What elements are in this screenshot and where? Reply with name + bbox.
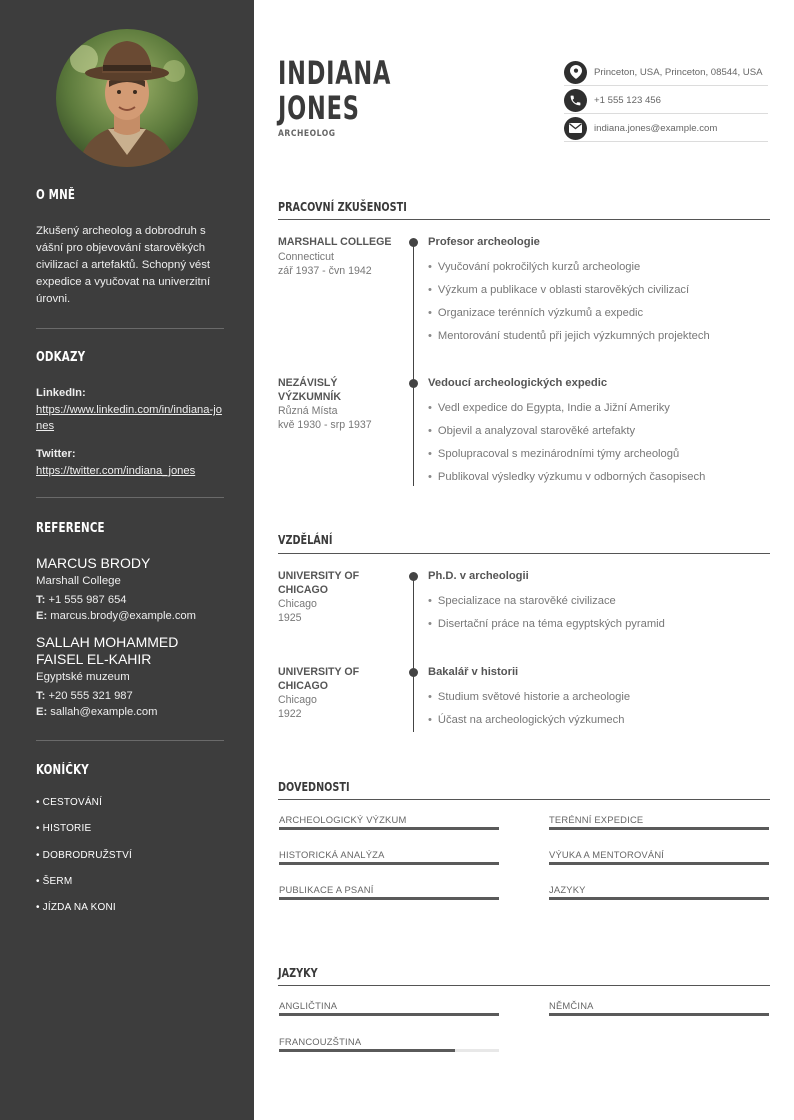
name-last: JONES (278, 89, 360, 127)
reference-org: Egyptské muzeum (36, 671, 130, 683)
hobby-item: • CESTOVÁNÍ (36, 797, 103, 808)
entry-title: Profesor archeologie (428, 236, 540, 248)
language-item (549, 1000, 769, 1016)
section-rule (278, 799, 770, 800)
skill-bar-fill (279, 827, 499, 830)
skill-item (549, 849, 769, 865)
entry-org: MARSHALL COLLEGE (278, 236, 392, 248)
job-title: ARCHEOLOG (278, 129, 336, 139)
contact-address (564, 58, 770, 86)
avatar (56, 29, 198, 167)
email-label: E: (36, 610, 48, 622)
entry-bullet: • Výzkum a publikace v oblasti starověkých civilizací (428, 284, 689, 296)
contact-email (564, 114, 770, 142)
language-bar (549, 1013, 769, 1016)
links-list (36, 385, 226, 479)
entry-location: Různá Místa (278, 405, 338, 417)
entry-bullet: • Specializace na starověké civilizace (428, 595, 616, 607)
reference-email[interactable]: sallah@example.com (50, 706, 158, 718)
entry-org: UNIVERSITY OF CHICAGO (278, 570, 360, 596)
language-label: ANGLIČTINA (279, 1000, 338, 1011)
skill-bar-fill (549, 897, 769, 900)
language-label: NĚMČINA (549, 1000, 594, 1011)
skill-label: TERÉNNÍ EXPEDICE (549, 814, 644, 825)
about-heading: O MNĚ (36, 188, 76, 203)
language-bar-fill (279, 1049, 455, 1052)
hobbies-heading: KONÍČKY (36, 763, 89, 778)
reference-item (36, 634, 206, 720)
section-rule (278, 219, 770, 220)
language-bar-fill (279, 1013, 499, 1016)
skill-bar (549, 862, 769, 865)
email-label: E: (36, 706, 48, 718)
linkedin-link[interactable]: https://www.linkedin.com/in/indiana-jones (36, 404, 222, 432)
entry-bullet: • Objevil a analyzoval starověké artefakty (428, 425, 635, 437)
language-item (279, 1036, 499, 1052)
sidebar-divider (36, 740, 224, 741)
entry-bullet: • Organizace terénních výzkumů a expedic (428, 307, 643, 319)
contact-phone (564, 86, 770, 114)
language-label: FRANCOUZŠTINA (279, 1036, 362, 1047)
entry-bullet: • Publikoval výsledky výzkumu v odborných časopisech (428, 471, 705, 483)
languages-heading: JAZYKY (278, 965, 318, 980)
skill-label: HISTORICKÁ ANALÝZA (279, 849, 385, 860)
entry-title: Ph.D. v archeologii (428, 570, 529, 582)
timeline-line (413, 576, 414, 732)
skill-label: VÝUKA A MENTOROVÁNÍ (549, 849, 665, 860)
entry-bullet: • Vedl expedice do Egypta, Indie a Jižní Ameriky (428, 402, 670, 414)
skills-heading: DOVEDNOSTI (278, 779, 350, 794)
phone-label: T: (36, 690, 46, 702)
candidate-name (278, 56, 391, 126)
entry-dates: zář 1937 - čvn 1942 (278, 264, 372, 277)
address-text: Princeton, USA, Princeton, 08544, USA (594, 66, 763, 78)
skill-bar-fill (549, 862, 769, 865)
skill-bar (549, 827, 769, 830)
language-bar-fill (549, 1013, 769, 1016)
about-text: Zkušený archeolog a dobrodruh s vášní pro objevování starověkých civilizací a artefaktů. Schopný vést expedice a vyučovat na univerzitní úrovni. (36, 225, 211, 305)
entry-org: UNIVERSITY OF CHICAGO (278, 666, 360, 692)
entry-location: Chicago (278, 694, 317, 706)
phone-text[interactable]: +1 555 123 456 (594, 94, 661, 106)
education-entry-meta (278, 570, 378, 625)
reference-org: Marshall College (36, 575, 121, 587)
timeline-dot (409, 238, 418, 247)
reference-phone[interactable]: +20 555 321 987 (48, 690, 133, 702)
location-icon (564, 61, 587, 84)
hobby-item: • JÍZDA NA KONI (36, 902, 116, 913)
skill-item (549, 814, 769, 830)
name-first: INDIANA (278, 54, 392, 92)
sidebar (0, 0, 254, 1120)
timeline-dot (409, 572, 418, 581)
skill-label: PUBLIKACE A PSANÍ (279, 884, 374, 895)
timeline-line (413, 242, 414, 486)
reference-name: MARCUS BRODY (36, 555, 151, 571)
link-label-linkedin: LinkedIn: (36, 387, 86, 399)
language-item (279, 1000, 499, 1016)
entry-title: Vedoucí archeologických expedic (428, 377, 608, 389)
hobby-item: • HISTORIE (36, 823, 92, 834)
contact-divider (564, 141, 768, 142)
entry-title: Bakalář v historii (428, 666, 519, 678)
skill-bar (279, 862, 499, 865)
skill-bar-fill (279, 862, 499, 865)
experience-entry-meta (278, 377, 378, 432)
main-content (254, 0, 794, 1120)
skill-bar (279, 827, 499, 830)
entry-bullet: • Spolupracoval s mezinárodními týmy archeologů (428, 448, 679, 460)
skill-bar-fill (279, 897, 499, 900)
references-heading: REFERENCE (36, 521, 105, 536)
sidebar-divider (36, 497, 224, 498)
sidebar-divider (36, 328, 224, 329)
twitter-link[interactable]: https://twitter.com/indiana_jones (36, 465, 196, 477)
entry-org: NEZÁVISLÝ VÝZKUMNÍK (278, 377, 341, 403)
email-icon (564, 117, 587, 140)
reference-phone[interactable]: +1 555 987 654 (48, 594, 127, 606)
entry-location: Connecticut (278, 250, 334, 263)
phone-icon (564, 89, 587, 112)
hobby-item: • DOBRODRUŽSTVÍ (36, 850, 132, 861)
skill-bar-fill (549, 827, 769, 830)
entry-bullet: • Disertační práce na téma egyptských pyramid (428, 618, 665, 630)
section-rule (278, 985, 770, 986)
entry-year: 1925 (278, 612, 302, 624)
section-rule (278, 553, 770, 554)
skill-label: ARCHEOLOGICKÝ VÝZKUM (279, 814, 407, 825)
hobby-item: • ŠERM (36, 876, 73, 887)
skill-bar (549, 897, 769, 900)
email-text[interactable]: indiana.jones@example.com (594, 122, 718, 134)
language-bar (279, 1013, 499, 1016)
education-entry-meta (278, 666, 378, 721)
entry-dates: kvě 1930 - srp 1937 (278, 419, 372, 431)
phone-label: T: (36, 594, 46, 606)
experience-heading: PRACOVNÍ ZKUŠENOSTI (278, 199, 407, 214)
entry-bullet: • Mentorování studentů při jejich výzkumných projektech (428, 330, 710, 342)
skill-item (279, 884, 499, 900)
skill-item (549, 884, 769, 900)
entry-bullet: • Vyučování pokročilých kurzů archeologie (428, 261, 640, 273)
entry-year: 1922 (278, 708, 302, 720)
reference-item (36, 555, 226, 624)
reference-name: SALLAH MOHAMMED FAISEL EL-KAHIR (36, 634, 179, 667)
entry-location: Chicago (278, 598, 317, 610)
timeline-dot (409, 379, 418, 388)
language-bar (279, 1049, 499, 1052)
experience-entry-meta (278, 236, 396, 278)
entry-bullet: • Studium světové historie a archeologie (428, 691, 630, 703)
skill-item (279, 814, 499, 830)
timeline-dot (409, 668, 418, 677)
links-heading: ODKAZY (36, 350, 86, 365)
reference-email[interactable]: marcus.brody@example.com (50, 610, 196, 622)
education-heading: VZDĚLÁNÍ (278, 532, 333, 547)
skill-item (279, 849, 499, 865)
link-label-twitter: Twitter: (36, 448, 76, 460)
skill-label: JAZYKY (549, 884, 586, 895)
entry-bullet: • Účast na archeologických výzkumech (428, 714, 624, 726)
skill-bar (279, 897, 499, 900)
